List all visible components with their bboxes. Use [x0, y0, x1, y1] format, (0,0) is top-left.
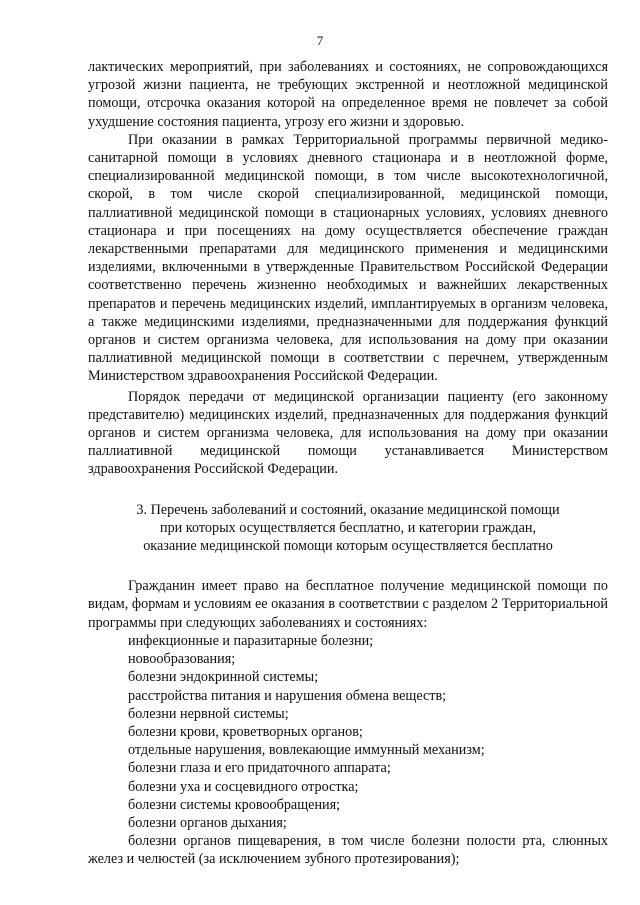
list-item: болезни эндокринной системы; [128, 669, 319, 686]
section-heading [88, 501, 608, 556]
list-item: инфекционные и паразитарные болезни; [128, 632, 374, 649]
paragraph-transfer-procedure: Порядок передачи от медицинской организации пациенту (его законному представителю) медицинских изделий, предназначенных для поддержания функций органов и систем организма человека, для использования на дому при оказании паллиативной медицинской помощи устанавливается Министерством здравоохранения Российской Федерации. [88, 388, 608, 478]
list-item: болезни глаза и его придаточного аппарата; [128, 760, 391, 777]
list-item: отдельные нарушения, вовлекающие иммунный механизм; [128, 742, 485, 759]
paragraph-medical-supply: При оказании в рамках Территориальной программы первичной медико-санитарной помощи в условиях дневного стационара и в неотложной форме, специализированной медицинской помощи, в том числе высокотехнологичной, скорой, в том числе скорой специализированной, медицинской помощи, паллиативной медицинской помощи в стационарных условиях, условиях дневного стационара и при посещениях на дому осуществляется обеспечение граждан лекарственными препаратами для медицинского применения и медицинскими изделиями, включенными в утвержденные Правительством Российской Федерации соответственно перечень жизненно необходимых и важнейших лекарственных препаратов и перечень медицинских изделий, имплантируемых в организм человека, а также медицинскими изделиями, предназначенными для поддержания функций органов и систем организма человека, для использования на дому при оказании паллиативной медицинской помощи в соответствии с перечнем, утвержденным Министерством здравоохранения Российской Федерации. [88, 131, 608, 385]
list-item: болезни органов пищеварения, в том числе болезни полости рта, слюнных желез и челюстей (за исключением зубного протезирования); [88, 833, 608, 868]
list-item: болезни органов дыхания; [128, 814, 287, 831]
paragraph-intro: Гражданин имеет право на бесплатное получение медицинской помощи по видам, формам и условиям ее оказания в соответствии с разделом 2 Территориальной программы при следующих заболеваниях и состояниях: [88, 578, 608, 631]
conditions-list [88, 632, 608, 869]
list-item: болезни крови, кроветворных органов; [128, 723, 363, 740]
list-item: расстройства питания и нарушения обмена веществ; [128, 687, 447, 704]
document-body [88, 58, 608, 869]
paragraph-continuation: лактических мероприятий, при заболеваниях и состояниях, не сопровождающихся угрозой жизни пациента, не требующих экстренной и неотложной медицинской помощи, отсрочка оказания которой на определенное время не повлечет за собой ухудшение состояния пациента, угрозу его жизни и здоровью. [88, 59, 608, 130]
page-number: 7 [316, 33, 324, 48]
list-item: болезни системы кровообращения; [128, 796, 341, 813]
section-heading-line: 3. Перечень заболеваний и состояний, оказание медицинской помощи [136, 501, 560, 518]
list-item: новообразования; [128, 651, 236, 668]
section-heading-line: оказание медицинской помощи которым осуществляется бесплатно [143, 538, 553, 555]
list-item: болезни нервной системы; [128, 705, 289, 722]
list-item: болезни уха и сосцевидного отростка; [128, 778, 359, 795]
section-heading-line: при которых осуществляется бесплатно, и категории граждан, [159, 519, 537, 536]
